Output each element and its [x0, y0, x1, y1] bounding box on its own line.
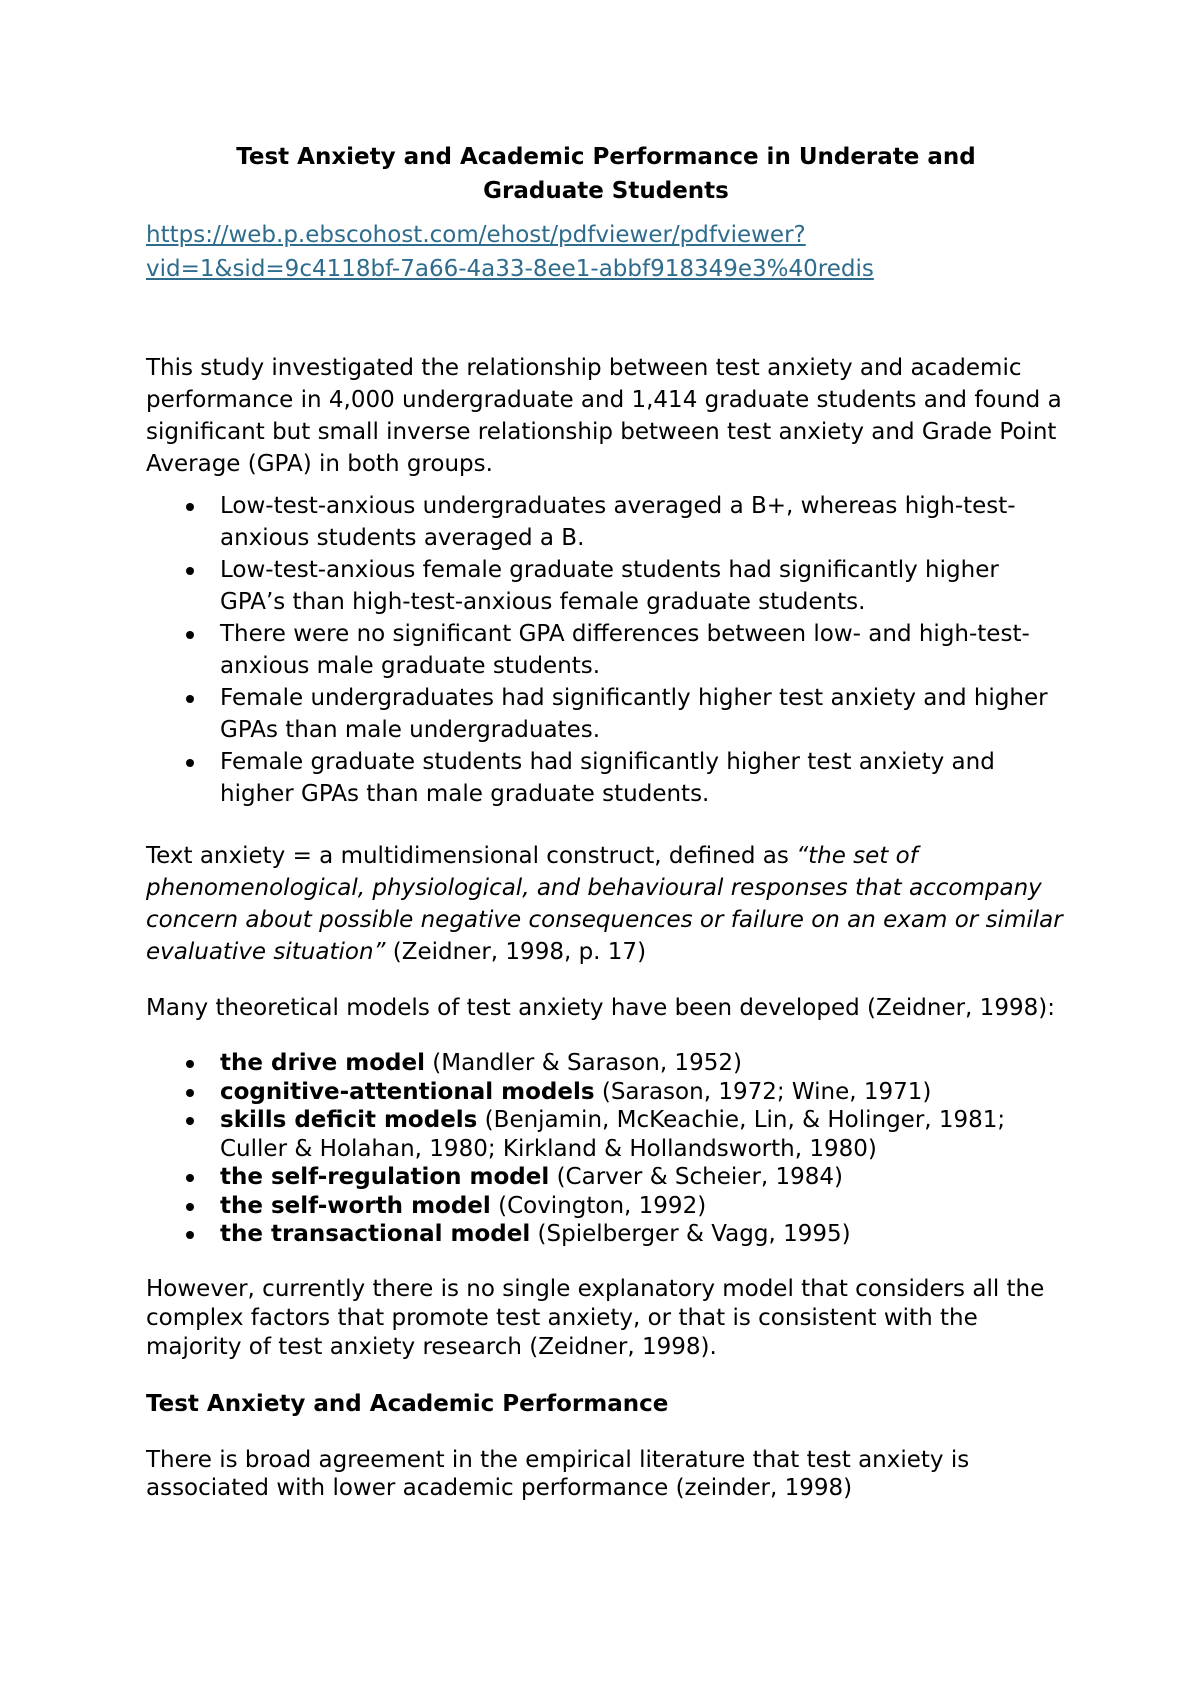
finding-item: [146, 682, 1066, 746]
bullet-icon: [186, 1117, 194, 1125]
source-link[interactable]: [146, 218, 1066, 286]
finding-item: [146, 490, 1066, 554]
findings-list: [146, 490, 1066, 810]
model-citation: (Mandler & Sarason, 1952): [424, 1050, 742, 1076]
model-item: [146, 1163, 1066, 1192]
definition-paragraph: [146, 840, 1066, 968]
model-citation: (Spielberger & Vagg, 1995): [530, 1221, 851, 1247]
bullet-icon: [186, 567, 194, 575]
finding-item: [146, 554, 1066, 618]
document-content: [146, 140, 1066, 1502]
source-link-line-2[interactable]: vid=1&sid=9c4118bf-7a66-4a33-8ee1-abbf918349e3%40redis: [146, 256, 874, 282]
finding-text: Female graduate students had significantly higher test anxiety and higher GPAs than male graduate students.: [220, 749, 995, 807]
model-item: [146, 1078, 1066, 1107]
model-item: [146, 1220, 1066, 1249]
bullet-icon: [186, 759, 194, 767]
model-item: [146, 1049, 1066, 1078]
finding-text: Low-test-anxious female graduate students had significantly higher GPA’s than high-test-anxious female graduate students.: [220, 557, 999, 615]
bullet-icon: [186, 1060, 194, 1068]
bullet-icon: [186, 1231, 194, 1239]
however-paragraph: However, currently there is no single explanatory model that considers all the complex factors that promote test anxiety, or that is consistent with the majority of test anxiety research (Zeidner, 1998).: [146, 1275, 1045, 1360]
finding-item: [146, 618, 1066, 682]
model-name: the drive model: [220, 1050, 425, 1076]
model-name: the transactional model: [220, 1221, 531, 1247]
title-line-1: Test Anxiety and Academic Performance in Underate and: [236, 144, 976, 170]
model-citation: (Carver & Scheier, 1984): [549, 1164, 844, 1190]
finding-item: [146, 746, 1066, 810]
model-name: the self-worth model: [220, 1192, 491, 1219]
models-list: [146, 1049, 1066, 1249]
finding-text: Female undergraduates had significantly higher test anxiety and higher GPAs than male undergraduates.: [220, 685, 1048, 743]
bullet-icon: [186, 695, 194, 703]
section-paragraph: There is broad agreement in the empirical literature that test anxiety is associated with lower academic performance (zeinder, 1998): [146, 1446, 970, 1501]
bullet-icon: [186, 1203, 194, 1211]
model-citation: (Covington, 1992): [490, 1192, 707, 1219]
title-line-2: Graduate Students: [483, 178, 729, 204]
finding-text: Low-test-anxious undergraduates averaged a B+, whereas high-test-anxious students averaged a B.: [220, 493, 1016, 551]
bullet-icon: [186, 1174, 194, 1182]
finding-text: There were no significant GPA differences between low- and high-test-anxious male graduate students.: [220, 621, 1030, 679]
document-title: [146, 140, 1066, 208]
model-name: cognitive-attentional models: [220, 1078, 595, 1105]
bullet-icon: [186, 1089, 194, 1097]
model-citation: (Sarason, 1972; Wine, 1971): [594, 1078, 932, 1105]
intro-paragraph: This study investigated the relationship between test anxiety and academic performance in 4,000 undergraduate and 1,414 graduate students and found a significant but small inverse relationship between test anxiety and Grade Point Average (GPA) in both groups.: [146, 355, 1062, 477]
definition-citation: (Zeidner, 1998, p. 17): [385, 939, 647, 965]
model-name: the self-regulation model: [220, 1164, 550, 1190]
model-item: [146, 1106, 1066, 1163]
definition-quote: “the set of phenomenological, physiological, and behavioural responses that accompany concern about possible negative consequences or failure on an exam or similar evaluative situation”: [146, 843, 1063, 965]
model-item: [146, 1192, 1066, 1221]
bullet-icon: [186, 503, 194, 511]
section-heading: Test Anxiety and Academic Performance: [146, 1390, 669, 1417]
bullet-icon: [186, 631, 194, 639]
definition-prefix: Text anxiety = a multidimensional construct, defined as: [146, 843, 797, 869]
model-name: skills deficit models: [220, 1107, 478, 1133]
source-link-line-1[interactable]: https://web.p.ebscohost.com/ehost/pdfviewer/pdfviewer?: [146, 222, 806, 248]
model-citation: (Benjamin, McKeachie, Lin, & Holinger, 1981; Culler & Holahan, 1980; Kirkland & Hollandsworth, 1980): [220, 1107, 1006, 1162]
models-intro-paragraph: Many theoretical models of test anxiety have been developed (Zeidner, 1998):: [146, 995, 1055, 1021]
